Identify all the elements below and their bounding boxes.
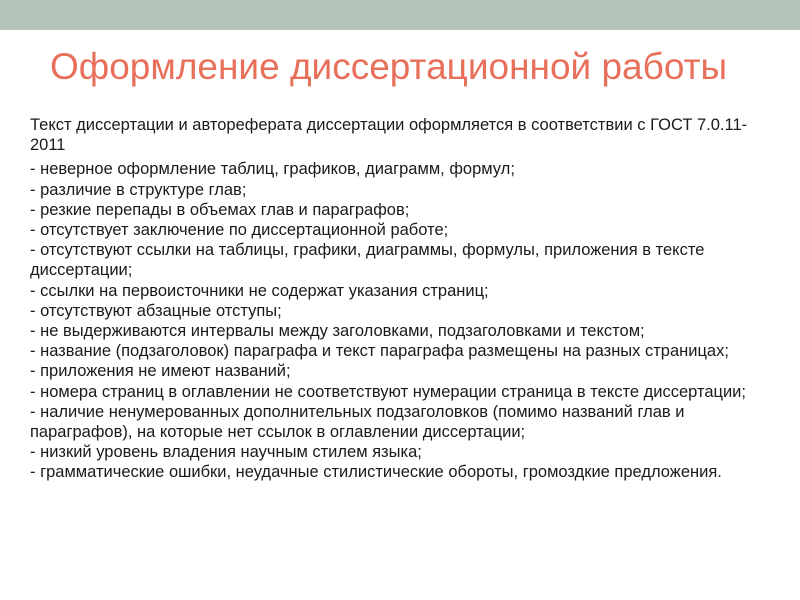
issues-list: [30, 159, 782, 482]
list-item: - отсутствуют ссылки на таблицы, графики, диаграммы, формулы, приложения в тексте диссертации;: [30, 241, 705, 280]
list-item: - отсутствует заключение по диссертационной работе;: [30, 221, 449, 240]
slide-body: [30, 115, 782, 483]
list-item: - не выдерживаются интервалы между заголовками, подзаголовками и текстом;: [30, 322, 645, 341]
list-item: - номера страниц в оглавлении не соответствуют нумерации страница в тексте диссертации;: [30, 382, 746, 401]
list-item: - название (подзаголовок) параграфа и текст параграфа размещены на разных страницах;: [30, 342, 729, 361]
list-item: - отсутствуют абзацные отступы;: [30, 301, 282, 320]
list-item: - наличие ненумерованных дополнительных подзаголовков (помимо названий глав и параграфов), на которые нет ссылок в оглавлении диссертации;: [30, 402, 685, 442]
list-item: - ссылки на первоисточники не содержат указания страниц;: [30, 281, 489, 300]
intro-paragraph: Текст диссертации и автореферата диссертации оформляется в соответствии с ГОСТ 7.0.11-2011: [30, 116, 748, 155]
list-item: - грамматические ошибки, неудачные стилистические обороты, громоздкие предложения.: [30, 463, 722, 482]
list-item: - низкий уровень владения научным стилем языка;: [30, 443, 422, 462]
top-band: [0, 0, 800, 30]
list-item: - резкие перепады в объемах глав и параграфов;: [30, 200, 410, 219]
list-item: - приложения не имеют названий;: [30, 362, 291, 381]
slide-title: Оформление диссертационной работы: [50, 46, 728, 87]
list-item: - неверное оформление таблиц, графиков, диаграмм, формул;: [30, 160, 515, 179]
list-item: - различие в структуре глав;: [30, 180, 247, 199]
